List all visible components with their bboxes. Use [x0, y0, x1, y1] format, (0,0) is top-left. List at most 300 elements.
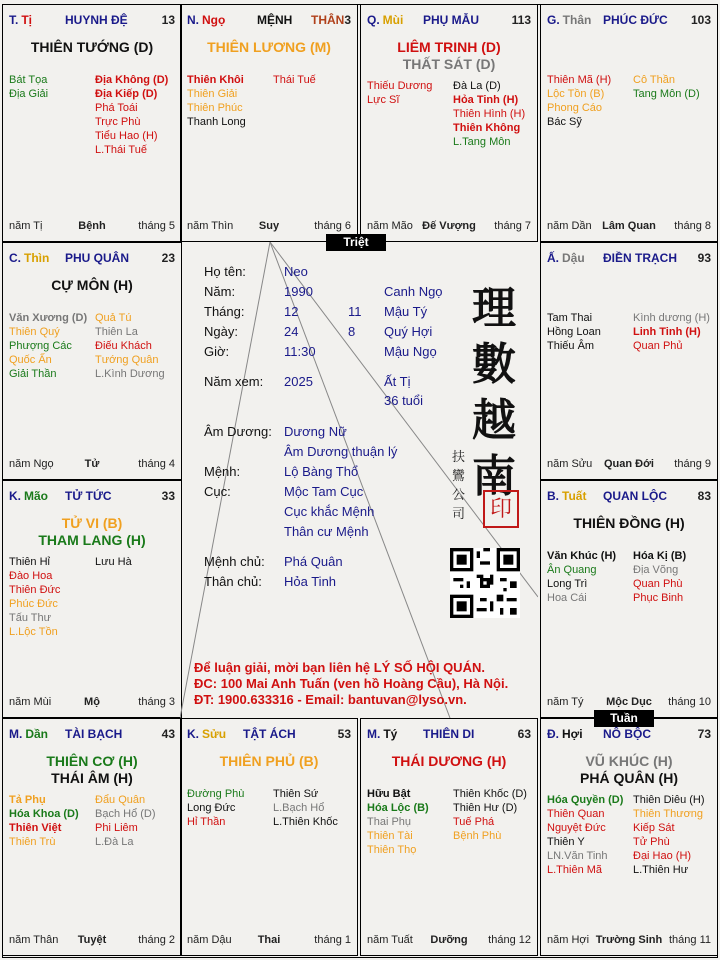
left-stars-column — [9, 73, 48, 101]
main-star: THIÊN LƯƠNG (M) — [207, 39, 331, 55]
right-stars-column — [633, 311, 710, 353]
palace-footer — [547, 934, 711, 947]
palace-stem-branch — [9, 13, 32, 27]
minor-star: Thiên Mã (H) — [547, 74, 612, 86]
minor-star: Hóa Kị (B) — [633, 550, 687, 562]
earthly-branch: Dậu — [562, 251, 585, 265]
main-star: CỰ MÔN (H) — [51, 277, 133, 293]
minor-star: L.Đà La — [95, 836, 134, 848]
calligraphy-char: 理 — [472, 283, 516, 334]
heavenly-stem: G. — [547, 13, 560, 27]
heavenly-stem: M. — [367, 727, 381, 741]
palace-header — [9, 251, 175, 265]
limit-month: tháng 3 — [138, 696, 175, 708]
palace-footer — [547, 696, 711, 709]
palace-cell-ngo[interactable] — [180, 4, 358, 242]
right-stars-column — [453, 787, 527, 843]
main-stars — [541, 753, 717, 787]
main-star: THIÊN ĐỒNG (H) — [573, 515, 685, 531]
label-thang: Tháng: — [204, 304, 245, 319]
value-ngay-am: 8 — [348, 324, 356, 339]
main-star: PHÁ QUÂN (H) — [580, 770, 678, 786]
earthly-branch: Tị — [21, 13, 33, 27]
heavenly-stem: M. — [9, 727, 23, 741]
minor-star: Thiên Khôi — [187, 74, 244, 86]
palace-name: NÔ BỘC — [603, 727, 651, 741]
main-star: THẤT SÁT (D) — [402, 56, 496, 72]
than-marker: THÂN — [311, 13, 345, 27]
minor-star: Thiên Việt — [9, 822, 62, 834]
life-stage: Bệnh — [78, 220, 106, 232]
life-stage: Mộ — [84, 696, 100, 708]
contact-phone-email[interactable]: ĐT: 1900.633316 - Email: bantuvan@lyso.vn. — [194, 692, 467, 707]
minor-star: Thiên Diêu (H) — [633, 794, 705, 806]
left-stars-column — [9, 555, 60, 639]
contact-address: ĐC: 100 Mai Anh Tuấn (ven hồ Hoàng Cầu), Hà Nội. — [194, 676, 509, 691]
palace-number: 43 — [161, 727, 175, 741]
minor-star: L.Lộc Tồn — [9, 626, 58, 638]
minor-star: Quả Tú — [95, 312, 132, 324]
left-stars-column — [187, 73, 246, 129]
palace-name: HUYNH ĐỆ — [65, 13, 128, 27]
main-star: THÁI ÂM (H) — [51, 770, 133, 786]
main-stars — [541, 515, 717, 532]
minor-star: Đẩu Quân — [95, 794, 146, 806]
palace-name: PHU QUÂN — [65, 251, 130, 265]
palace-stem-branch — [547, 489, 586, 503]
palace-header — [547, 13, 711, 27]
palace-cell-thin[interactable] — [2, 242, 182, 480]
minor-star: Địa Không (D) — [95, 74, 169, 86]
value-ho-ten: Neo — [284, 264, 308, 279]
value-than-chu: Hỏa Tinh — [284, 574, 337, 589]
minor-star: Hóa Khoa (D) — [9, 808, 79, 820]
minor-star: Thái Tuế — [273, 74, 316, 86]
palace-footer — [187, 934, 351, 947]
calligraphy-char: 數 — [472, 339, 516, 390]
value-am-duong-2: Âm Dương thuận lý — [284, 444, 398, 459]
minor-star: Phúc Đức — [9, 598, 58, 610]
minor-star: Hồng Loan — [547, 326, 601, 338]
main-star: THIÊN CƠ (H) — [46, 753, 138, 769]
limit-month: tháng 10 — [668, 696, 711, 708]
earthly-branch: Dần — [25, 727, 49, 741]
right-stars-column — [453, 79, 525, 149]
right-stars-column — [273, 787, 338, 829]
limit-month: tháng 4 — [138, 458, 175, 470]
minor-star: Lộc Tồn (B) — [547, 88, 605, 100]
palace-number: 13 — [161, 13, 175, 27]
minor-star: Thanh Long — [187, 116, 246, 128]
value-cuc: Mộc Tam Cục — [284, 484, 364, 499]
minor-star: L.Tang Môn — [453, 136, 511, 148]
minor-star: Tam Thai — [547, 312, 593, 324]
limit-year: năm Ngọ — [9, 458, 54, 470]
palace-number: 53 — [337, 727, 351, 741]
minor-star: Phá Toái — [95, 102, 138, 114]
label-am-duong: Âm Dương: — [204, 424, 272, 439]
heavenly-stem: Q. — [367, 13, 380, 27]
earthly-branch: Thân — [562, 13, 592, 27]
minor-star: Thiên Quý — [9, 326, 60, 338]
main-stars — [3, 277, 181, 294]
calligraphy-char: 南 — [472, 451, 516, 502]
main-star: THAM LANG (H) — [38, 532, 146, 548]
label-menh: Mệnh: — [204, 464, 241, 479]
value-cuc-2: Cục khắc Mệnh — [284, 504, 375, 519]
main-star: TỬ VI (B) — [61, 515, 123, 531]
minor-star: Nguyệt Đức — [547, 822, 606, 834]
minor-star: Linh Tinh (H) — [633, 326, 701, 338]
minor-star: Điếu Khách — [95, 340, 152, 352]
minor-star: L.Thiên Hư — [633, 864, 689, 876]
left-stars-column — [547, 73, 611, 129]
main-star: VŨ KHÚC (H) — [585, 753, 673, 769]
palace-number: 3 — [344, 13, 351, 27]
palace-footer — [547, 220, 711, 233]
value-gio: 11:30 — [284, 344, 316, 359]
palace-cell-dau[interactable] — [540, 242, 718, 480]
label-ngay: Ngày: — [204, 324, 238, 339]
value-nam-can: Canh Ngọ — [384, 284, 443, 299]
left-stars-column — [547, 793, 623, 877]
minor-star: Thiên Thọ — [367, 844, 417, 856]
earthly-branch: Mão — [24, 489, 48, 503]
minor-star: Hữu Bật — [367, 788, 411, 800]
life-stage: Thai — [257, 934, 281, 946]
minor-star: Phượng Các — [9, 340, 72, 352]
heavenly-stem: Đ. — [547, 727, 559, 741]
minor-star: Hoa Cái — [547, 592, 587, 604]
minor-star: Đường Phù — [187, 788, 245, 800]
palace-header — [9, 13, 175, 27]
value-tuoi: 36 tuổi — [384, 393, 424, 408]
limit-year: năm Tuất — [367, 934, 413, 946]
palace-number: 63 — [517, 727, 531, 741]
right-stars-column — [633, 793, 705, 877]
limit-month: tháng 12 — [488, 934, 531, 946]
minor-star: Hỏa Tinh (H) — [453, 94, 519, 106]
minor-star: Tướng Quân — [95, 354, 159, 366]
minor-star: Đào Hoa — [9, 570, 53, 582]
palace-header — [547, 251, 711, 265]
palace-number: 23 — [161, 251, 175, 265]
label-cuc: Cục: — [204, 484, 231, 499]
palace-header — [547, 727, 711, 741]
palace-number: 73 — [697, 727, 711, 741]
life-stage: Quan Đới — [604, 458, 654, 470]
palace-stem-branch — [9, 727, 48, 741]
palace-cell-tuat[interactable] — [540, 480, 718, 718]
life-stage: Suy — [258, 220, 280, 232]
palace-stem-branch — [9, 489, 48, 503]
limit-year: năm Tý — [547, 696, 584, 708]
palace-stem-branch — [547, 13, 591, 27]
minor-star: Địa Võng — [633, 564, 679, 576]
label-ho-ten: Họ tên: — [204, 264, 246, 279]
minor-star: Tả Phụ — [9, 794, 46, 806]
palace-header — [9, 727, 175, 741]
palace-footer — [9, 220, 175, 233]
palace-name: PHÚC ĐỨC — [603, 13, 668, 27]
minor-star: L.Kình Dương — [95, 368, 165, 380]
minor-star: Đà La (D) — [453, 80, 501, 92]
earthly-branch: Tuất — [562, 489, 587, 503]
minor-star: Thiên Giải — [187, 88, 238, 100]
contact-line-1: Để luận giải, mời bạn liên hệ LÝ SỐ HỘI QUÁN. — [194, 660, 485, 675]
minor-star: Văn Xương (D) — [9, 312, 88, 324]
life-stage: Lâm Quan — [602, 220, 656, 232]
palace-footer — [9, 696, 175, 709]
label-than-chu: Thân chủ: — [204, 574, 262, 589]
limit-year: năm Tị — [9, 220, 43, 232]
right-stars-column — [633, 549, 686, 605]
palace-footer — [187, 220, 351, 233]
left-stars-column — [367, 79, 432, 107]
minor-star: Quốc Ấn — [9, 354, 52, 366]
right-stars-column — [95, 555, 132, 569]
earthly-branch: Sửu — [202, 727, 227, 741]
minor-star: Văn Khúc (H) — [547, 550, 617, 562]
minor-star: Thiên La — [95, 326, 138, 338]
value-ngay-can: Quý Hợi — [384, 324, 433, 339]
palace-name: PHỤ MẪU — [423, 13, 479, 27]
minor-star: Phục Binh — [633, 592, 684, 604]
tuan-marker: Tuần — [594, 710, 654, 727]
minor-star: Bát Tọa — [9, 74, 48, 86]
heavenly-stem: N. — [187, 13, 199, 27]
palace-stem-branch — [547, 251, 585, 265]
value-nam: 1990 — [284, 284, 313, 299]
minor-star: Ân Quang — [547, 564, 597, 576]
palace-name: TỬ TỨC — [65, 489, 112, 503]
heavenly-stem: K. — [9, 489, 21, 503]
main-stars — [361, 753, 537, 770]
company-vertical-text: 扶 鸞 公 司 — [452, 450, 466, 522]
left-stars-column — [367, 787, 429, 857]
heavenly-stem: B. — [547, 489, 559, 503]
minor-star: Hóa Quyền (D) — [547, 794, 624, 806]
minor-star: Tử Phù — [633, 836, 670, 848]
earthly-branch: Ngọ — [202, 13, 226, 27]
palace-cell-ti[interactable] — [2, 4, 182, 242]
minor-star: Tiểu Hao (H) — [95, 130, 158, 142]
minor-star: Thiên Hư (D) — [453, 802, 518, 814]
limit-month: tháng 5 — [138, 220, 175, 232]
minor-star: Thai Phụ — [367, 816, 412, 828]
value-cuc-3: Thân cư Mệnh — [284, 524, 369, 539]
right-stars-column — [273, 73, 316, 87]
minor-star: Quan Phù — [633, 578, 683, 590]
minor-star: Hóa Lộc (B) — [367, 802, 429, 814]
minor-star: Kình dương (H) — [633, 312, 710, 324]
palace-footer — [9, 458, 175, 471]
palace-header — [187, 13, 351, 27]
value-thang-can: Mậu Tý — [384, 304, 428, 319]
minor-star: L.Thái Tuế — [95, 144, 147, 156]
palace-cell-hoi[interactable] — [540, 718, 718, 956]
life-stage: Trường Sinh — [595, 934, 663, 946]
limit-month: tháng 6 — [314, 220, 351, 232]
palace-header — [367, 13, 531, 27]
value-gio-can: Mậu Ngọ — [384, 344, 437, 359]
limit-year: năm Thìn — [187, 220, 234, 232]
palace-cell-than[interactable] — [540, 4, 718, 242]
minor-star: Thiên Đức — [9, 584, 61, 596]
minor-star: Thiên Tài — [367, 830, 413, 842]
minor-star: Phong Cáo — [547, 102, 603, 114]
value-ngay: 24 — [284, 324, 299, 339]
label-nam-xem: Năm xem: — [204, 374, 264, 389]
life-stage: Tuyệt — [77, 934, 107, 946]
center-info-panel — [180, 242, 538, 718]
minor-star: L.Thiên Mã — [547, 864, 603, 876]
minor-star: Giải Thần — [9, 368, 57, 380]
right-stars-column — [95, 793, 156, 849]
minor-star: Đại Hao (H) — [633, 850, 692, 862]
main-stars — [3, 515, 181, 549]
palace-footer — [367, 934, 531, 947]
palace-cell-mao[interactable] — [2, 480, 182, 718]
earthly-branch: Thìn — [24, 251, 50, 265]
minor-star: Tang Môn (D) — [633, 88, 700, 100]
heavenly-stem: C. — [9, 251, 21, 265]
palace-cell-dan[interactable] — [2, 718, 182, 956]
left-stars-column — [9, 793, 79, 849]
main-stars — [361, 39, 537, 73]
limit-month: tháng 1 — [314, 934, 351, 946]
minor-star: Thiếu Âm — [547, 340, 595, 352]
limit-year: năm Mão — [367, 220, 413, 232]
minor-star: Lưu Hà — [95, 556, 132, 568]
minor-star: Thiên Không — [453, 122, 521, 134]
minor-star: Quan Phủ — [633, 340, 683, 352]
life-stage: Dưỡng — [430, 934, 468, 946]
left-stars-column — [547, 549, 616, 605]
limit-year: năm Dần — [547, 220, 592, 232]
minor-star: Thiên Phúc — [187, 102, 243, 114]
limit-year: năm Sửu — [547, 458, 593, 470]
triet-marker: Triệt — [326, 234, 386, 251]
right-stars-column — [95, 311, 165, 381]
palace-stem-branch — [187, 727, 226, 741]
label-menh-chu: Mệnh chủ: — [204, 554, 265, 569]
life-stage: Tử — [84, 458, 100, 470]
palace-name: MỆNH — [257, 13, 293, 27]
minor-star: Bệnh Phù — [453, 830, 502, 842]
minor-star: Thiên Quan — [547, 808, 605, 820]
life-stage: Đế Vượng — [422, 220, 476, 232]
palace-number: 113 — [511, 13, 531, 27]
palace-number: 93 — [697, 251, 711, 265]
qr-code[interactable] — [450, 548, 520, 618]
limit-month: tháng 9 — [674, 458, 711, 470]
palace-number: 103 — [690, 13, 711, 27]
minor-star: Thiên Khốc (D) — [453, 788, 527, 800]
limit-year: năm Thân — [9, 934, 59, 946]
value-nam-xem: 2025 — [284, 374, 313, 389]
palace-name: ĐIỀN TRẠCH — [603, 251, 677, 265]
palace-name: TẬT ÁCH — [243, 727, 296, 741]
minor-star: Thiên Sứ — [273, 788, 319, 800]
minor-star: Trực Phù — [95, 116, 141, 128]
calligraphy-char: 越 — [472, 395, 516, 446]
limit-year: năm Dậu — [187, 934, 232, 946]
palace-name: TÀI BẠCH — [65, 727, 123, 741]
minor-star: Long Trì — [547, 578, 588, 590]
heavenly-stem: T. — [9, 13, 19, 27]
palace-name: THIÊN DI — [423, 727, 475, 741]
minor-star: Địa Kiếp (D) — [95, 88, 158, 100]
minor-star: L.Bạch Hổ — [273, 802, 325, 814]
heavenly-stem: Ấ. — [547, 251, 559, 265]
palace-header — [9, 489, 175, 503]
palace-header — [547, 489, 711, 503]
value-menh-chu: Phá Quân — [284, 554, 343, 569]
value-menh: Lộ Bàng Thổ — [284, 464, 359, 479]
minor-star: Thiếu Dương — [367, 80, 433, 92]
limit-month: tháng 2 — [138, 934, 175, 946]
minor-star: LN.Văn Tinh — [547, 850, 608, 862]
minor-star: Thiên Thương — [633, 808, 704, 820]
palace-stem-branch — [9, 251, 49, 265]
minor-star: Thiên Hỉ — [9, 556, 50, 568]
palace-header — [187, 727, 351, 741]
minor-star: L.Thiên Khốc — [273, 816, 338, 828]
minor-star: Thiên Trù — [9, 836, 56, 848]
minor-star: Tuế Phá — [453, 816, 495, 828]
palace-name: QUAN LỘC — [603, 489, 667, 503]
label-nam: Năm: — [204, 284, 236, 299]
palace-footer — [367, 220, 531, 233]
palace-stem-branch — [367, 13, 403, 27]
minor-star: Hỉ Thần — [187, 816, 226, 828]
limit-year: năm Hợi — [547, 934, 590, 946]
value-nam-xem-can: Ất Tị — [384, 374, 411, 389]
minor-star: Bạch Hổ (D) — [95, 808, 156, 820]
minor-star: Kiếp Sát — [633, 822, 675, 834]
limit-month: tháng 8 — [674, 220, 711, 232]
main-star: THIÊN TƯỚNG (D) — [30, 39, 154, 55]
label-gio: Giờ: — [204, 344, 230, 359]
earthly-branch: Mùi — [382, 13, 404, 27]
palace-stem-branch — [187, 13, 225, 27]
right-stars-column — [633, 73, 700, 101]
minor-star: Tấu Thư — [9, 612, 52, 624]
main-stars — [3, 753, 181, 787]
main-stars — [3, 39, 181, 56]
minor-star: Long Đức — [187, 802, 236, 814]
palace-cell-ty[interactable] — [360, 718, 538, 956]
minor-star: Thiên Hình (H) — [453, 108, 526, 120]
value-thang: 12 — [284, 304, 299, 319]
heavenly-stem: K. — [187, 727, 199, 741]
minor-star: Lực Sĩ — [367, 94, 400, 106]
earthly-branch: Tý — [383, 727, 398, 741]
main-stars — [181, 753, 357, 770]
value-thang-am: 11 — [348, 304, 362, 319]
minor-star: Cô Thần — [633, 74, 675, 86]
main-star: LIÊM TRINH (D) — [397, 39, 501, 55]
palace-number: 33 — [161, 489, 175, 503]
left-stars-column — [9, 311, 87, 381]
palace-cell-suu[interactable] — [180, 718, 358, 956]
limit-month: tháng 11 — [668, 934, 711, 946]
palace-cell-mui[interactable] — [360, 4, 538, 242]
minor-star: Thiên Y — [547, 836, 585, 848]
minor-star: Phi Liêm — [95, 822, 138, 834]
left-stars-column — [547, 311, 601, 353]
